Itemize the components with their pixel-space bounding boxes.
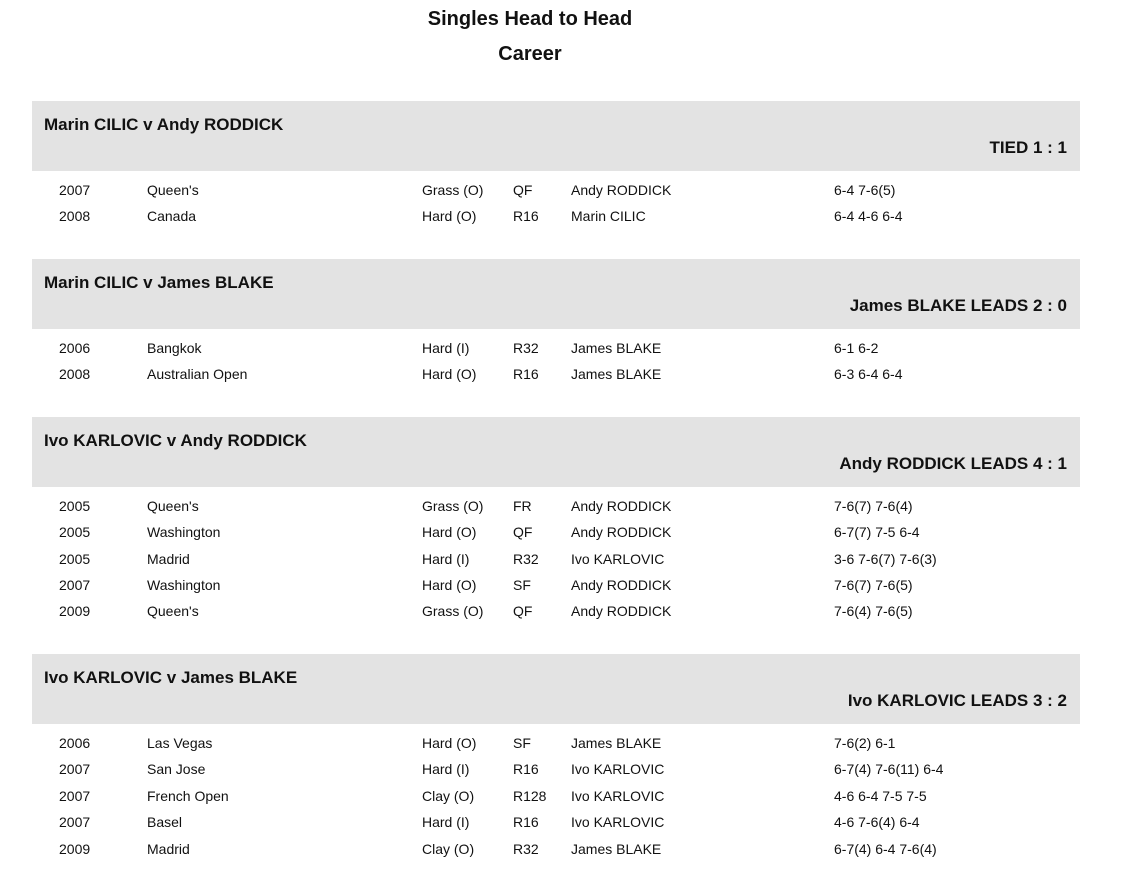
match-score: 4-6 6-4 7-5 7-5 <box>834 788 927 804</box>
match-winner: Andy RODDICK <box>571 498 672 514</box>
match-round: R16 <box>513 761 539 777</box>
match-row <box>0 761 1132 783</box>
match-tournament: Madrid <box>147 551 190 567</box>
match-round: R32 <box>513 551 539 567</box>
match-score: 6-3 6-4 6-4 <box>834 366 903 382</box>
match-score: 4-6 7-6(4) 6-4 <box>834 814 920 830</box>
match-row <box>0 524 1132 546</box>
match-surface: Hard (O) <box>422 524 477 540</box>
match-winner: James BLAKE <box>571 735 662 751</box>
match-tournament: Las Vegas <box>147 735 213 751</box>
h2h-record: Ivo KARLOVIC LEADS 3 : 2 <box>847 691 1067 710</box>
match-score: 6-7(7) 7-5 6-4 <box>834 524 920 540</box>
match-row <box>0 340 1132 362</box>
match-year: 2005 <box>59 524 91 540</box>
match-row <box>0 182 1132 204</box>
match-score: 6-4 7-6(5) <box>834 182 896 198</box>
page-title: Singles Head to Head <box>427 8 633 30</box>
match-surface: Grass (O) <box>422 498 484 514</box>
match-round: R32 <box>513 841 539 857</box>
match-round: SF <box>513 735 531 751</box>
match-surface: Hard (O) <box>422 735 477 751</box>
match-tournament: Washington <box>147 577 221 593</box>
match-score: 6-7(4) 6-4 7-6(4) <box>834 841 937 857</box>
page-subtitle: Career <box>498 43 562 65</box>
match-tournament: Queen's <box>147 603 199 619</box>
match-row <box>0 366 1132 388</box>
match-row <box>0 841 1132 863</box>
match-score: 6-7(4) 7-6(11) 6-4 <box>834 761 944 777</box>
match-round: R32 <box>513 340 539 356</box>
match-surface: Hard (I) <box>422 340 470 356</box>
match-surface: Grass (O) <box>422 603 484 619</box>
match-row <box>0 735 1132 757</box>
match-round: QF <box>513 182 533 198</box>
match-score: 3-6 7-6(7) 7-6(3) <box>834 551 937 567</box>
match-surface: Hard (O) <box>422 577 477 593</box>
section-header <box>32 259 1080 329</box>
match-round: QF <box>513 524 533 540</box>
match-tournament: Basel <box>147 814 183 830</box>
match-tournament: Canada <box>147 208 197 224</box>
match-surface: Clay (O) <box>422 788 475 804</box>
match-score: 6-1 6-2 <box>834 340 879 356</box>
match-round: FR <box>513 498 532 514</box>
match-tournament: Madrid <box>147 841 190 857</box>
match-surface: Hard (O) <box>422 366 477 382</box>
match-surface: Hard (I) <box>422 814 470 830</box>
match-year: 2005 <box>59 498 91 514</box>
match-tournament: French Open <box>147 788 229 804</box>
match-tournament: Queen's <box>147 498 199 514</box>
match-tournament: Australian Open <box>147 366 248 382</box>
match-surface: Hard (I) <box>422 761 470 777</box>
match-round: QF <box>513 603 533 619</box>
match-tournament: Queen's <box>147 182 199 198</box>
match-winner: James BLAKE <box>571 366 662 382</box>
match-year: 2007 <box>59 761 91 777</box>
match-round: R16 <box>513 366 539 382</box>
h2h-record: James BLAKE LEADS 2 : 0 <box>849 296 1067 315</box>
match-row <box>0 498 1132 520</box>
match-year: 2008 <box>59 208 91 224</box>
match-score: 7-6(7) 7-6(4) <box>834 498 913 514</box>
match-round: SF <box>513 577 531 593</box>
match-year: 2005 <box>59 551 91 567</box>
match-winner: James BLAKE <box>571 841 662 857</box>
match-surface: Grass (O) <box>422 182 484 198</box>
section-header <box>32 417 1080 487</box>
match-tournament: San Jose <box>147 761 206 777</box>
match-winner: Andy RODDICK <box>571 524 672 540</box>
match-row <box>0 788 1132 810</box>
match-row <box>0 208 1132 230</box>
match-score: 6-4 4-6 6-4 <box>834 208 903 224</box>
match-year: 2006 <box>59 735 91 751</box>
match-year: 2008 <box>59 366 91 382</box>
match-round: R16 <box>513 208 539 224</box>
matchup-title: Marin CILIC v Andy RODDICK <box>44 115 284 134</box>
match-round: R128 <box>513 788 547 804</box>
match-row <box>0 814 1132 836</box>
match-round: R16 <box>513 814 539 830</box>
match-winner: Andy RODDICK <box>571 603 672 619</box>
match-year: 2006 <box>59 340 91 356</box>
matchup-title: Ivo KARLOVIC v James BLAKE <box>44 668 298 687</box>
match-year: 2009 <box>59 841 91 857</box>
match-year: 2007 <box>59 577 91 593</box>
match-winner: Ivo KARLOVIC <box>571 761 665 777</box>
match-tournament: Bangkok <box>147 340 202 356</box>
match-winner: James BLAKE <box>571 340 662 356</box>
match-winner: Andy RODDICK <box>571 182 672 198</box>
match-year: 2009 <box>59 603 91 619</box>
match-year: 2007 <box>59 182 91 198</box>
h2h-record: TIED 1 : 1 <box>989 138 1067 157</box>
matchup-title: Ivo KARLOVIC v Andy RODDICK <box>44 431 307 450</box>
section-header <box>32 101 1080 171</box>
match-score: 7-6(7) 7-6(5) <box>834 577 913 593</box>
match-tournament: Washington <box>147 524 221 540</box>
match-surface: Hard (I) <box>422 551 470 567</box>
match-winner: Ivo KARLOVIC <box>571 788 665 804</box>
match-score: 7-6(2) 6-1 <box>834 735 896 751</box>
match-winner: Marin CILIC <box>571 208 646 224</box>
match-winner: Ivo KARLOVIC <box>571 814 665 830</box>
matchup-title: Marin CILIC v James BLAKE <box>44 273 274 292</box>
match-winner: Andy RODDICK <box>571 577 672 593</box>
section-header <box>32 654 1080 724</box>
match-winner: Ivo KARLOVIC <box>571 551 665 567</box>
match-score: 7-6(4) 7-6(5) <box>834 603 913 619</box>
match-year: 2007 <box>59 788 91 804</box>
match-year: 2007 <box>59 814 91 830</box>
match-surface: Hard (O) <box>422 208 477 224</box>
match-row <box>0 551 1132 573</box>
match-row <box>0 577 1132 599</box>
h2h-record: Andy RODDICK LEADS 4 : 1 <box>839 454 1067 473</box>
match-row <box>0 603 1132 625</box>
match-surface: Clay (O) <box>422 841 475 857</box>
